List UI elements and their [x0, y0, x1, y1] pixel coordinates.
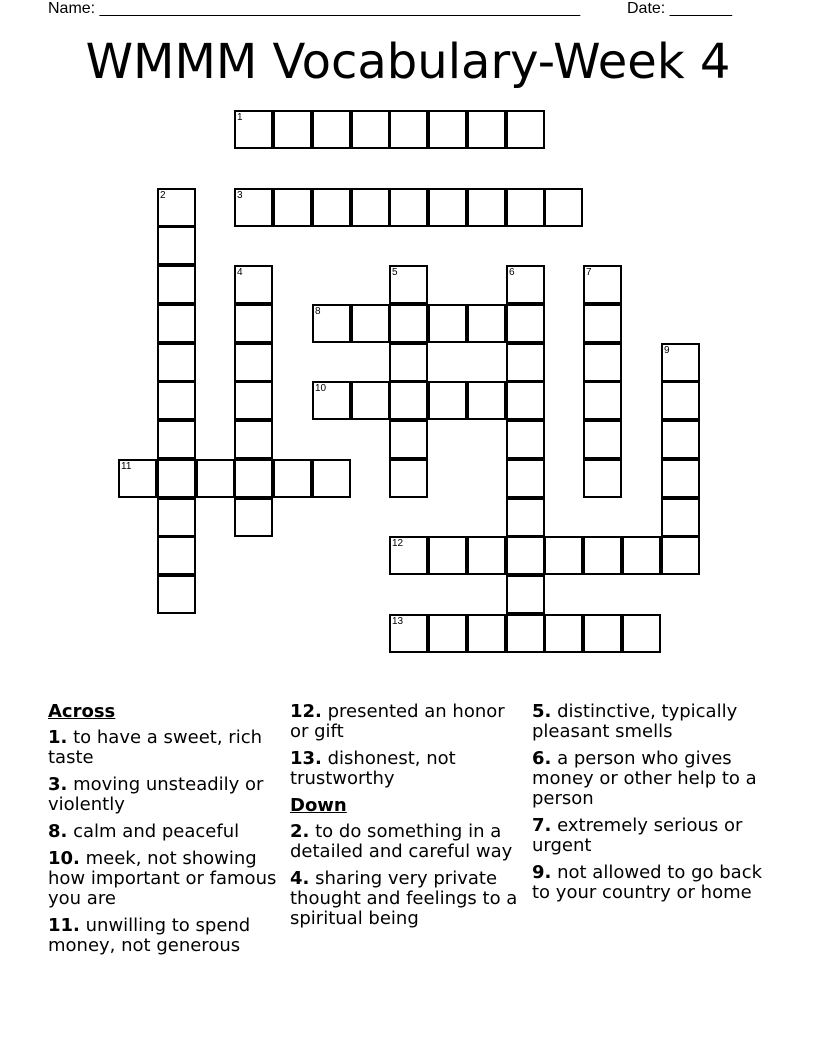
- crossword-cell[interactable]: [157, 536, 196, 575]
- crossword-cell[interactable]: [428, 614, 467, 653]
- crossword-cell[interactable]: [157, 188, 196, 227]
- crossword-cell[interactable]: [234, 498, 273, 537]
- cell-number: 11: [121, 461, 132, 472]
- cell-number: 13: [392, 616, 404, 627]
- crossword-cell[interactable]: [661, 381, 700, 420]
- down-heading: Down: [290, 795, 347, 816]
- crossword-cell[interactable]: [312, 381, 351, 420]
- cell-number: 12: [392, 538, 404, 549]
- crossword-cell[interactable]: [506, 265, 545, 304]
- clue-number: 13.: [290, 748, 322, 769]
- crossword-cell[interactable]: [506, 614, 545, 653]
- crossword-cell[interactable]: [234, 343, 273, 382]
- crossword-cell[interactable]: [312, 304, 351, 343]
- clue-down-7: [532, 816, 772, 856]
- clue-across-11: [48, 916, 284, 956]
- cell-number: 8: [315, 306, 321, 317]
- crossword-cell[interactable]: [467, 304, 506, 343]
- clue-across-13: [290, 749, 526, 789]
- crossword-cell[interactable]: [661, 459, 700, 498]
- crossword-cell[interactable]: [661, 536, 700, 575]
- clue-text: unwilling to spend money, not generous: [48, 915, 251, 956]
- crossword-cell[interactable]: [583, 536, 622, 575]
- cell-number: 7: [586, 267, 592, 278]
- crossword-cell[interactable]: [157, 265, 196, 304]
- crossword-cell[interactable]: [544, 188, 583, 227]
- cell-number: 2: [160, 190, 166, 201]
- crossword-cell[interactable]: [389, 188, 428, 227]
- clue-number: 6.: [532, 748, 552, 769]
- clue-down-6: [532, 749, 772, 809]
- cell-number: 9: [664, 345, 670, 356]
- crossword-cell[interactable]: [351, 188, 390, 227]
- across-heading: Across: [48, 701, 116, 722]
- crossword-cell[interactable]: [428, 188, 467, 227]
- crossword-cell[interactable]: [506, 459, 545, 498]
- crossword-cell[interactable]: [157, 381, 196, 420]
- clue-number: 9.: [532, 862, 552, 883]
- clue-text: sharing very private thought and feelings to a spiritual being: [290, 868, 518, 929]
- clue-across-10: [48, 849, 284, 909]
- clue-down-4: [290, 869, 526, 929]
- crossword-cell[interactable]: [312, 110, 351, 149]
- cell-number: 6: [509, 267, 515, 278]
- crossword-cell[interactable]: [428, 381, 467, 420]
- crossword-cell[interactable]: [544, 614, 583, 653]
- clue-text: to have a sweet, rich taste: [48, 727, 262, 768]
- cell-number: 5: [392, 267, 398, 278]
- crossword-cell[interactable]: [467, 614, 506, 653]
- clue-number: 2.: [290, 821, 310, 842]
- clue-text: moving unsteadily or violently: [48, 774, 264, 815]
- crossword-cell[interactable]: [622, 614, 661, 653]
- clue-across-3: [48, 775, 284, 815]
- clue-number: 8.: [48, 821, 68, 842]
- crossword-cell[interactable]: [157, 459, 196, 498]
- clue-text: meek, not showing how important or famous you are: [48, 848, 277, 909]
- page-title: WMMM Vocabulary-Week 4: [85, 34, 731, 90]
- crossword-cell[interactable]: [467, 110, 506, 149]
- clue-column-2: [290, 702, 526, 936]
- clue-text: extremely serious or urgent: [532, 815, 743, 856]
- crossword-cell[interactable]: [506, 110, 545, 149]
- clue-number: 12.: [290, 701, 322, 722]
- clue-down-2: [290, 822, 526, 862]
- crossword-cell[interactable]: [506, 381, 545, 420]
- crossword-cell[interactable]: [467, 188, 506, 227]
- crossword-cell[interactable]: [661, 420, 700, 459]
- date-field[interactable]: Date: _______: [627, 0, 732, 17]
- clue-text: presented an honor or gift: [290, 701, 505, 742]
- crossword-cell[interactable]: [661, 343, 700, 382]
- crossword-cell[interactable]: [234, 459, 273, 498]
- cell-number: 4: [237, 267, 243, 278]
- crossword-cell[interactable]: [273, 110, 312, 149]
- crossword-cell[interactable]: [583, 420, 622, 459]
- crossword-cell[interactable]: [234, 420, 273, 459]
- clue-across-12: [290, 702, 526, 742]
- clue-text: not allowed to go back to your country or home: [532, 862, 763, 903]
- cell-number: 10: [315, 383, 327, 394]
- crossword-cell[interactable]: [312, 459, 351, 498]
- crossword-cell[interactable]: [234, 188, 273, 227]
- crossword-cell[interactable]: [157, 343, 196, 382]
- crossword-cell[interactable]: [389, 381, 428, 420]
- crossword-cell[interactable]: [389, 420, 428, 459]
- clue-text: to do something in a detailed and careful way: [290, 821, 513, 862]
- clue-text: calm and peaceful: [73, 821, 240, 842]
- crossword-cell[interactable]: [428, 304, 467, 343]
- crossword-cell[interactable]: [544, 536, 583, 575]
- clue-number: 4.: [290, 868, 310, 889]
- crossword-cell[interactable]: [428, 110, 467, 149]
- crossword-cell[interactable]: [583, 381, 622, 420]
- crossword-cell[interactable]: [389, 459, 428, 498]
- crossword-cell[interactable]: [622, 536, 661, 575]
- crossword-cell[interactable]: [506, 420, 545, 459]
- crossword-cell[interactable]: [583, 304, 622, 343]
- crossword-cell[interactable]: [583, 343, 622, 382]
- crossword-cell[interactable]: [351, 381, 390, 420]
- name-field[interactable]: Name: ______________________________________________________: [48, 0, 581, 17]
- clue-number: 10.: [48, 848, 80, 869]
- crossword-cell[interactable]: [351, 110, 390, 149]
- clue-across-1: [48, 728, 284, 768]
- crossword-cell[interactable]: [583, 614, 622, 653]
- crossword-cell[interactable]: [157, 304, 196, 343]
- clue-column-1: [48, 702, 284, 963]
- crossword-cell[interactable]: [351, 304, 390, 343]
- clue-text: dishonest, not trustworthy: [290, 748, 456, 789]
- clue-down-5: [532, 702, 772, 742]
- crossword-cell[interactable]: [389, 343, 428, 382]
- crossword-cell[interactable]: [506, 304, 545, 343]
- crossword-cell[interactable]: [506, 536, 545, 575]
- clue-number: 7.: [532, 815, 552, 836]
- clue-number: 5.: [532, 701, 552, 722]
- crossword-cell[interactable]: [273, 188, 312, 227]
- crossword-cell[interactable]: [234, 381, 273, 420]
- crossword-cell[interactable]: [467, 536, 506, 575]
- clue-number: 3.: [48, 774, 68, 795]
- crossword-cell[interactable]: [506, 498, 545, 537]
- clue-column-3: [532, 702, 772, 910]
- crossword-cell[interactable]: [118, 459, 157, 498]
- crossword-cell[interactable]: [583, 459, 622, 498]
- cell-number: 3: [237, 190, 243, 201]
- crossword-cell[interactable]: [157, 226, 196, 265]
- crossword-cell[interactable]: [196, 459, 235, 498]
- crossword-cell[interactable]: [389, 265, 428, 304]
- crossword-cell[interactable]: [506, 343, 545, 382]
- crossword-cell[interactable]: [661, 498, 700, 537]
- clue-down-9: [532, 863, 772, 903]
- crossword-cell[interactable]: [467, 381, 506, 420]
- crossword-cell[interactable]: [234, 304, 273, 343]
- crossword-cell[interactable]: [157, 420, 196, 459]
- clue-text: distinctive, typically pleasant smells: [532, 701, 738, 742]
- crossword-cell[interactable]: [234, 265, 273, 304]
- cell-number: 1: [237, 112, 243, 123]
- crossword-cell[interactable]: [273, 459, 312, 498]
- crossword-cell[interactable]: [157, 575, 196, 614]
- clue-across-8: [48, 822, 284, 842]
- crossword-cell[interactable]: [506, 188, 545, 227]
- crossword-cell[interactable]: [157, 498, 196, 537]
- crossword-cell[interactable]: [389, 110, 428, 149]
- clue-number: 11.: [48, 915, 80, 936]
- clue-number: 1.: [48, 727, 68, 748]
- crossword-cell[interactable]: [312, 188, 351, 227]
- crossword-cell[interactable]: [506, 575, 545, 614]
- crossword-cell[interactable]: [234, 110, 273, 149]
- crossword-cell[interactable]: [389, 614, 428, 653]
- crossword-cell[interactable]: [428, 536, 467, 575]
- crossword-cell[interactable]: [389, 304, 428, 343]
- crossword-cell[interactable]: [583, 265, 622, 304]
- crossword-cell[interactable]: [389, 536, 428, 575]
- clue-text: a person who gives money or other help to a person: [532, 748, 757, 809]
